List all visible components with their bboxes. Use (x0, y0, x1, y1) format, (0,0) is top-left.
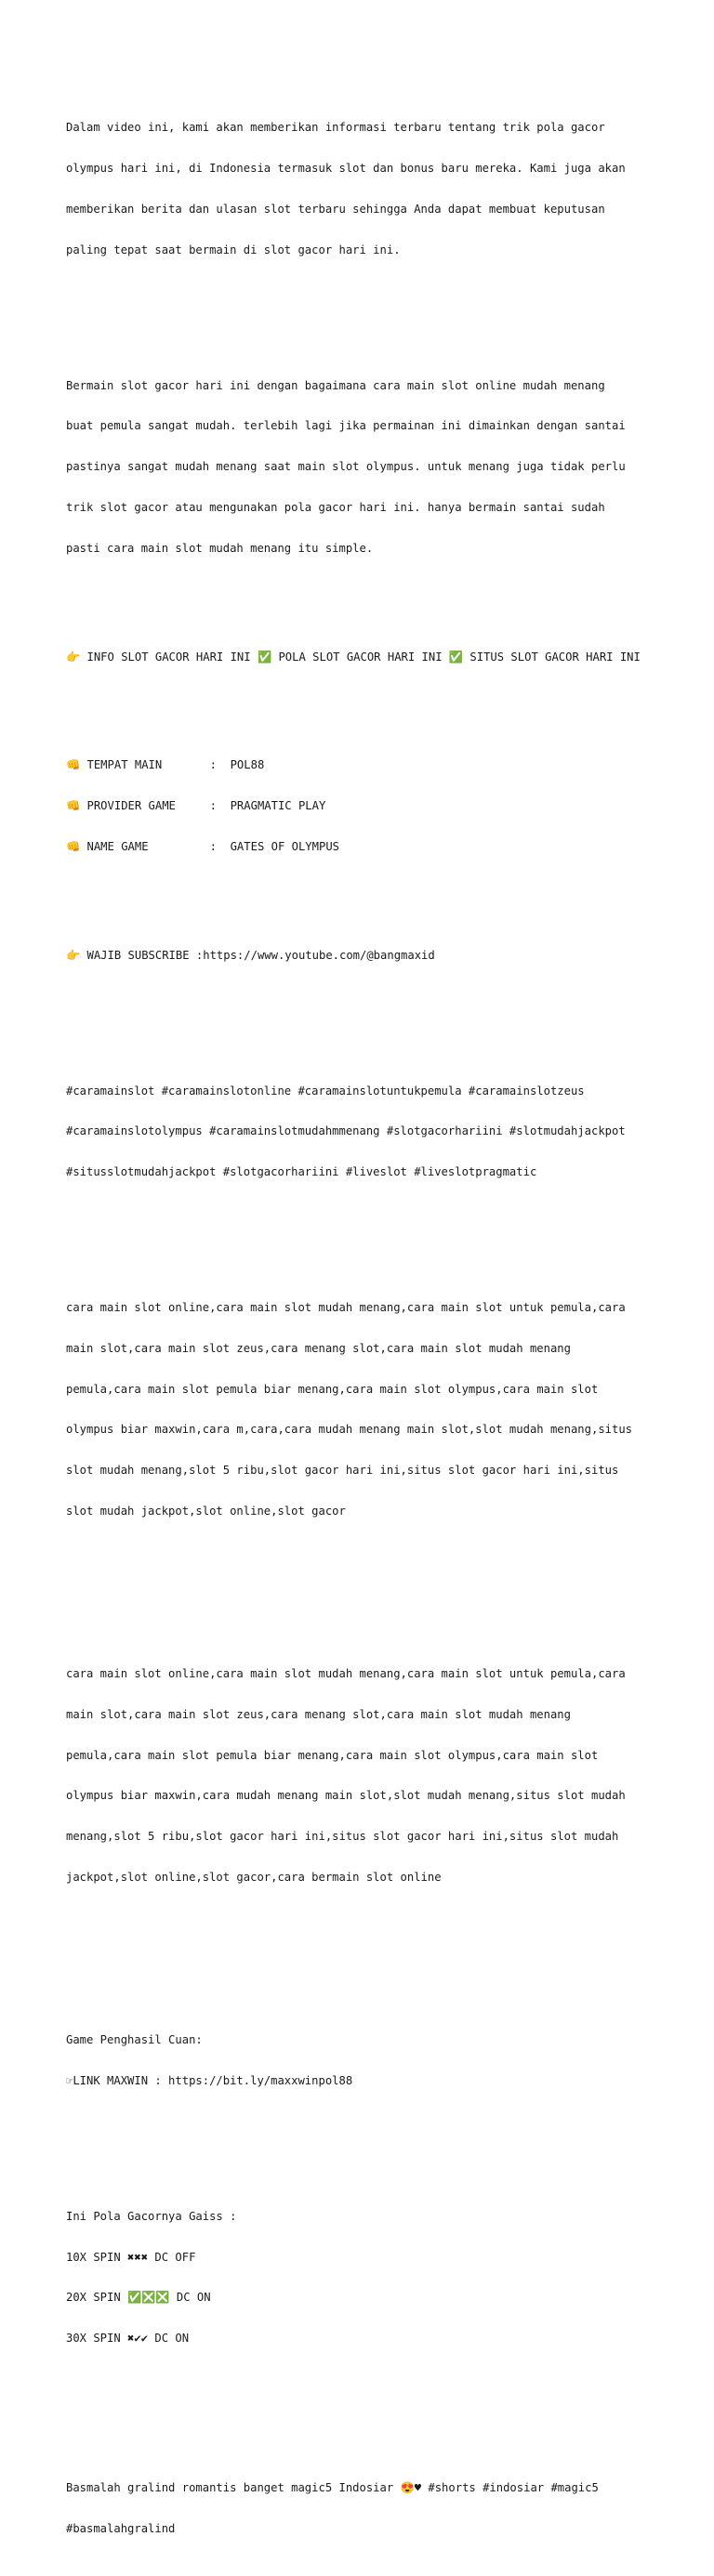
text-line: Bermain slot gacor hari ini dengan bagaimana cara main slot online mudah menang (66, 378, 605, 392)
description-paragraph (66, 351, 661, 582)
maxwin-link[interactable]: ☞LINK MAXWIN : https://bit.ly/maxxwinpol88 (66, 2073, 353, 2087)
info-line: 👉 INFO SLOT GACOR HARI INI ✅ POLA SLOT GACOR HARI INI ✅ SITUS SLOT GACOR HARI INI (66, 650, 641, 664)
subscribe-line: 👉 WAJIB SUBSCRIBE :https://www.youtube.com/@bangmaxid (66, 948, 435, 962)
text-line: jackpot,slot online,slot gacor,cara bermain slot online (66, 1871, 442, 1884)
text-line: paling tepat saat bermain di slot gacor hari ini. (66, 243, 401, 256)
text-line: #basmalahgralind (66, 2521, 176, 2535)
pola-item: 10X SPIN ✖✖✖ DC OFF (66, 2250, 196, 2264)
text-line: pemula,cara main slot pemula biar menang,cara main slot olympus,cara main slot (66, 1382, 599, 1396)
game-heading: Game Penghasil Cuan: (66, 2033, 203, 2047)
hashtag-line: #caramainslotolympus #caramainslotmudahmmenang #slotgacorhariini #slotmudahjackpot (66, 1124, 626, 1138)
pola-heading: Ini Pola Gacornya Gaiss : (66, 2209, 237, 2223)
detail-provider-game: 👊 PROVIDER GAME : PRAGMATIC PLAY (66, 799, 326, 813)
footer-text (66, 2454, 661, 2563)
game-links (66, 2006, 661, 2115)
pola-item: 20X SPIN ✅❎❎ DC ON (66, 2291, 211, 2305)
hashtag-line: #situsslotmudahjackpot #slotgacorhariini #liveslot #liveslotpragmatic (66, 1165, 537, 1179)
text-line: pastinya sangat mudah menang saat main slot olympus. untuk menang juga tidak perlu (66, 460, 626, 474)
intro-paragraph (66, 94, 661, 283)
text-line: memberikan berita dan ulasan slot terbaru sehingga Anda dapat membuat keputusan (66, 202, 605, 216)
pola-item: 30X SPIN ✖✔✔ DC ON (66, 2332, 190, 2346)
text-line: trik slot gacor atau mengunakan pola gacor hari ini. hanya bermain santai sudah (66, 501, 605, 514)
text-line: buat pemula sangat mudah. terlebih lagi jika permainan ini dimainkan dengan santai (66, 419, 626, 433)
text-line: olympus hari ini, di Indonesia termasuk slot dan bonus baru mereka. Kami juga akan (66, 162, 626, 176)
text-line: olympus biar maxwin,cara m,cara,cara mudah menang main slot,slot mudah menang,situs (66, 1423, 633, 1437)
text-line: Basmalah gralind romantis banget magic5 Indosiar 😍♥ #shorts #indosiar #magic5 (66, 2480, 599, 2494)
text-line: main slot,cara main slot zeus,cara menang slot,cara main slot mudah menang (66, 1707, 571, 1721)
hashtags (66, 1057, 661, 1206)
text-line: slot mudah menang,slot 5 ribu,slot gacor hari ini,situs slot gacor hari ini,situs (66, 1464, 619, 1478)
text-line: cara main slot online,cara main slot mudah menang,cara main slot untuk pemula,cara (66, 1301, 626, 1315)
text-line: cara main slot online,cara main slot mudah menang,cara main slot untuk pemula,cara (66, 1667, 626, 1681)
text-line: pemula,cara main slot pemula biar menang,cara main slot olympus,cara main slot (66, 1748, 599, 1762)
keywords-block-1 (66, 1274, 661, 1545)
detail-tempat-main: 👊 TEMPAT MAIN : POL88 (66, 758, 265, 772)
keywords-block-2 (66, 1640, 661, 1912)
text-line: main slot,cara main slot zeus,cara menang slot,cara main slot mudah menang (66, 1341, 571, 1355)
text-line: Dalam video ini, kami akan memberikan informasi terbaru tentang trik pola gacor (66, 121, 605, 135)
text-line: slot mudah jackpot,slot online,slot gacor (66, 1504, 346, 1518)
document-body (66, 67, 661, 2576)
hashtag-line: #caramainslot #caramainslotonline #caramainslotuntukpemula #caramainslotzeus (66, 1084, 585, 1097)
text-line: menang,slot 5 ribu,slot gacor hari ini,situs slot gacor hari ini,situs slot mudah (66, 1830, 619, 1844)
detail-name-game: 👊 NAME GAME : GATES OF OLYMPUS (66, 839, 339, 853)
game-details (66, 731, 661, 881)
text-line: pasti cara main slot mudah menang itu simple. (66, 541, 374, 555)
text-line: olympus biar maxwin,cara mudah menang main slot,slot mudah menang,situs slot mudah (66, 1789, 626, 1803)
pola-list (66, 2183, 661, 2372)
